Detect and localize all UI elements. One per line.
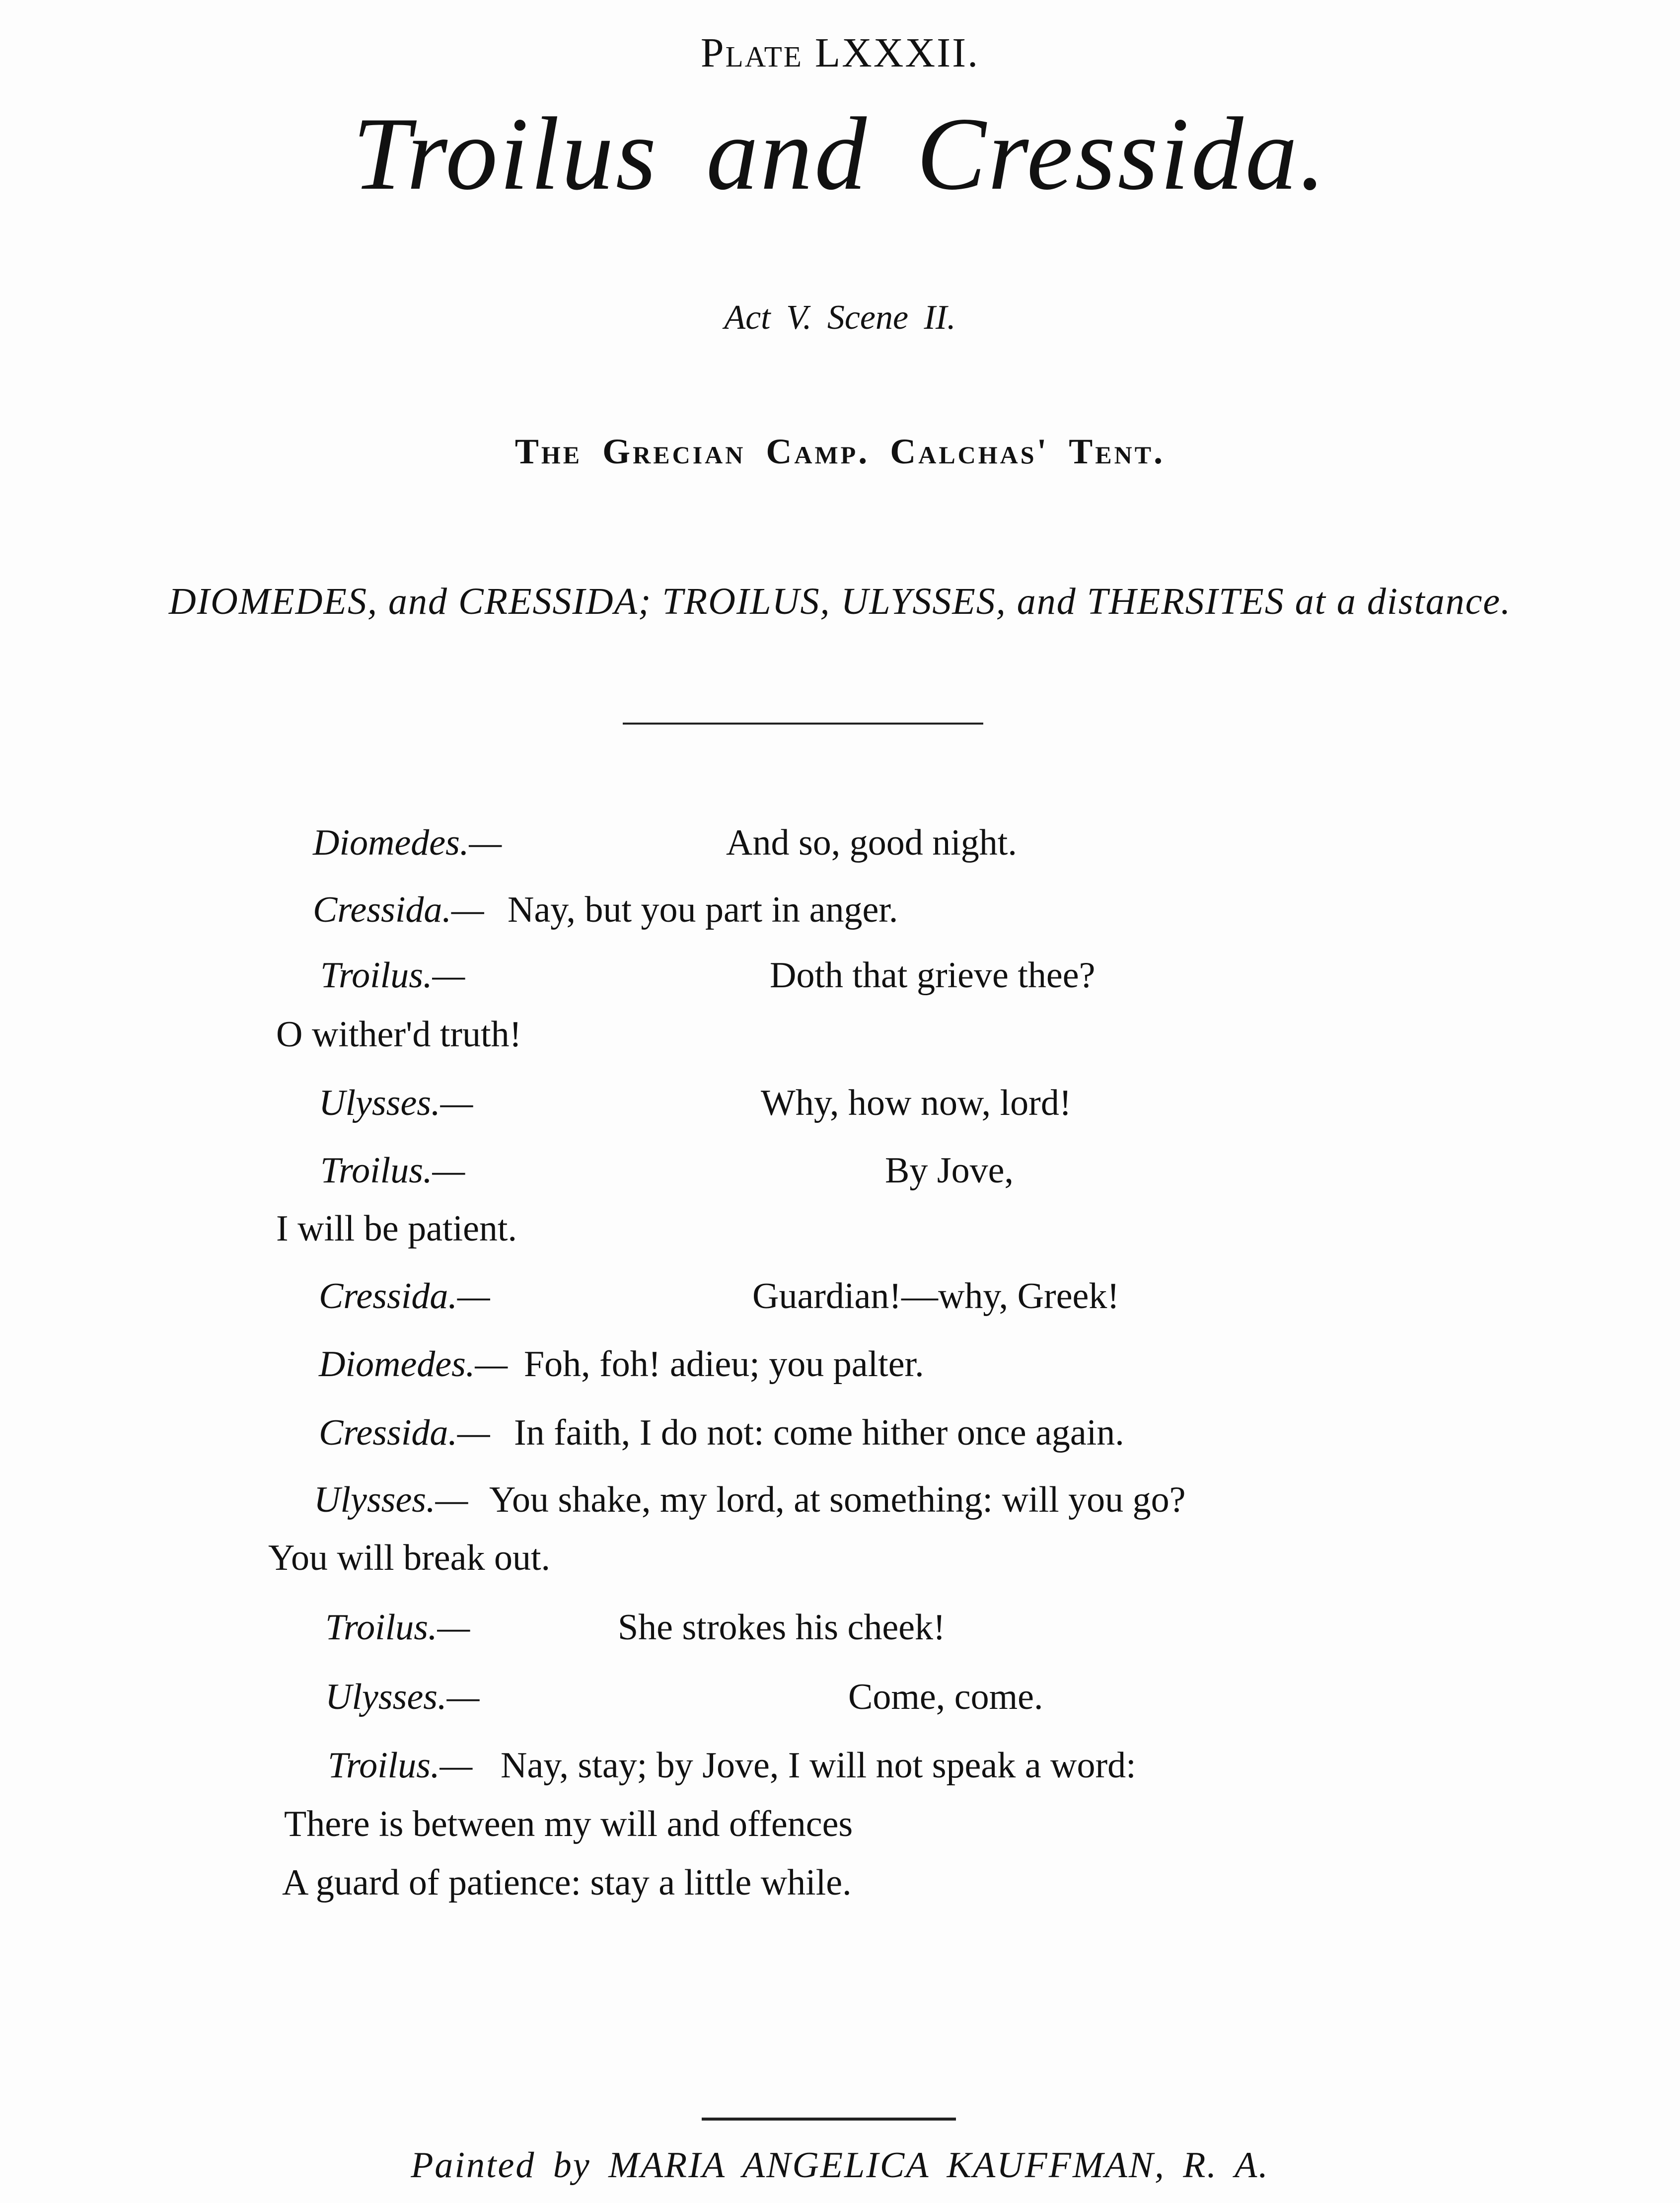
dialogue-text: Doth that grieve thee? xyxy=(770,955,1096,996)
characters-line: DIOMEDES, and CRESSIDA; TROILUS, ULYSSES, and THERSITES at a distance. xyxy=(168,581,1512,622)
speaker-label: Cressida.— xyxy=(313,889,484,930)
speaker-label: Ulysses.— xyxy=(319,1083,473,1123)
dialogue-text: You shake, my lord, at something: will you go? xyxy=(489,1479,1186,1520)
speaker-label: Troilus.— xyxy=(320,1150,465,1191)
dialogue-text: A guard of patience: stay a little while. xyxy=(282,1862,852,1903)
plate-number: Plate LXXXII. xyxy=(700,30,980,76)
dialogue-text: Nay, stay; by Jove, I will not speak a word: xyxy=(501,1745,1136,1786)
scene-setting: The Grecian Camp. Calchas' Tent. xyxy=(514,432,1166,471)
bottom-divider xyxy=(702,2118,956,2121)
dialogue-text: Foh, foh! adieu; you palter. xyxy=(524,1344,924,1385)
dialogue-text: She strokes his cheek! xyxy=(618,1607,946,1648)
speaker-label: Troilus.— xyxy=(325,1607,470,1648)
dialogue-text: O wither'd truth! xyxy=(276,1014,522,1055)
speaker-label: Diomedes.— xyxy=(319,1344,508,1385)
speaker-label: Troilus.— xyxy=(320,955,465,996)
dialogue-text: You will break out. xyxy=(268,1538,551,1578)
speaker-label: Troilus.— xyxy=(328,1745,473,1786)
dialogue-text: And so, good night. xyxy=(726,822,1017,863)
act-scene: Act V. Scene II. xyxy=(724,298,956,337)
dialogue-text: Guardian!—why, Greek! xyxy=(752,1276,1120,1317)
page-title: Troilus and Cressida. xyxy=(352,96,1328,212)
speaker-label: Cressida.— xyxy=(319,1412,490,1453)
dialogue-text: There is between my will and offences xyxy=(284,1804,853,1844)
dialogue-text: Why, how now, lord! xyxy=(761,1083,1072,1123)
speaker-label: Cressida.— xyxy=(319,1276,490,1317)
dialogue-text: Nay, but you part in anger. xyxy=(508,889,898,930)
dialogue-text: In faith, I do not: come hither once again. xyxy=(514,1412,1124,1453)
speaker-label: Diomedes.— xyxy=(313,822,502,863)
dialogue-text: By Jove, xyxy=(885,1150,1014,1191)
painter-credit: Painted by MARIA ANGELICA KAUFFMAN, R. A. xyxy=(411,2145,1269,2186)
speaker-label: Ulysses.— xyxy=(325,1677,480,1717)
speaker-label: Ulysses.— xyxy=(314,1479,468,1520)
dialogue-text: I will be patient. xyxy=(276,1208,517,1249)
dialogue-text: Come, come. xyxy=(848,1677,1043,1717)
